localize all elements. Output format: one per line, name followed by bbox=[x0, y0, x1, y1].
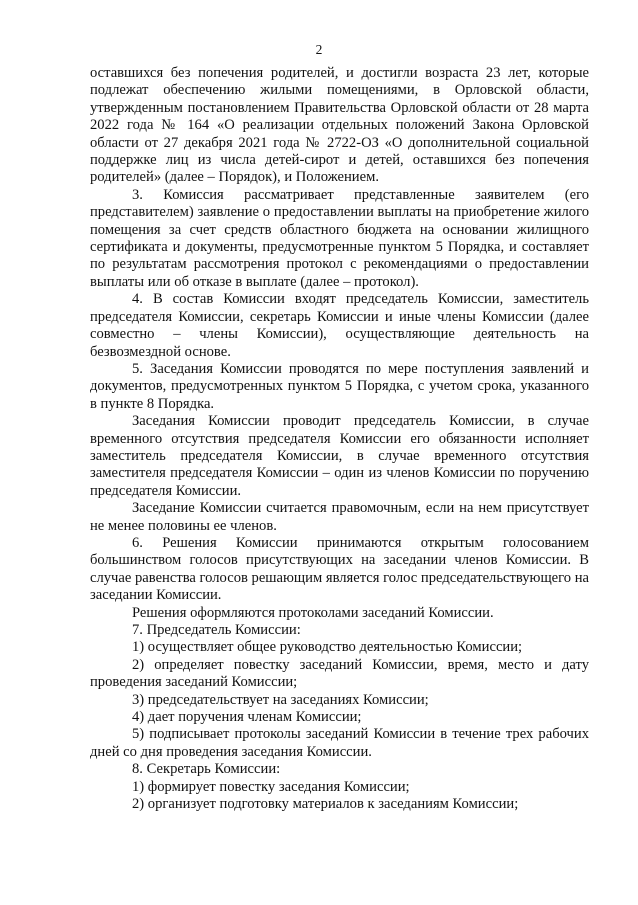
paragraph-item-3: 3. Комиссия рассматривает представленные заявителем (его представителем) заявление о предоставлении выплаты на приобретение жилого помещения за счет средств областного бюджета на основании жилищного сертификата и документы, предусмотренные пунктом 5 Порядка, и составляет по результатам рассмотрения протокол с рекомендациями о предоставлении выплаты или об отказе в выплате (далее – протокол). bbox=[90, 186, 589, 290]
paragraph-meetings-chair: Заседания Комиссии проводит председатель Комиссии, в случае временного отсутствия председателя Комиссии его обязанности исполняет заместитель председателя Комиссии, в случае временного отсутствия заместителя председателя Комиссии – один из членов Комиссии по поручению председателя Комиссии. bbox=[90, 413, 589, 499]
paragraph-item-8-heading: 8. Секретарь Комиссии: bbox=[132, 761, 281, 778]
document-body bbox=[90, 65, 589, 813]
paragraph-item-6: 6. Решения Комиссии принимаются открытым голосованием большинством голосов присутствующих на заседании членов Комиссии. В случае равенства голосов решающим является голос председательствующего на заседании Комиссии. bbox=[90, 534, 590, 604]
paragraph-item-7-heading: 7. Председатель Комиссии: bbox=[132, 622, 301, 638]
list-item: 1) осуществляет общее руководство деятельностью Комиссии; bbox=[132, 639, 523, 656]
paragraph-decisions-protocols: Решения оформляются протоколами заседаний Комиссии. bbox=[132, 604, 494, 621]
list-item: 2) определяет повестку заседаний Комиссии, время, место и дату проведения заседаний Комиссии; bbox=[90, 656, 589, 691]
list-item: 1) формирует повестку заседания Комиссии; bbox=[132, 778, 410, 795]
paragraph-continuation: оставшихся без попечения родителей, и достигли возраста 23 лет, которые подлежат обеспечению жилыми помещениями, в Орловской области, утвержденным постановлением Правительства Орловской области от 28 марта 2022 года № 164 «О реализации отдельных положений Закона Орловской области от 27 декабря 2021 года № 2722-ОЗ «О дополнительной социальной поддержке лиц из числа детей-сирот и детей, оставшихся без попечения родителей» (далее – Порядок), и Положением. bbox=[90, 65, 589, 186]
paragraph-item-4: 4. В состав Комиссии входят председатель Комиссии, заместитель председателя Комиссии, секретарь Комиссии и иные члены Комиссии (далее совместно – члены Комиссии), осуществляющие деятельность на безвозмездной основе. bbox=[90, 291, 589, 360]
paragraph-quorum: Заседание Комиссии считается правомочным, если на нем присутствует не менее половины ее членов. bbox=[90, 500, 589, 534]
list-item: 2) организует подготовку материалов к заседаниям Комиссии; bbox=[132, 796, 519, 813]
page-number: 2 bbox=[315, 42, 323, 57]
list-item: 3) председательствует на заседаниях Комиссии; bbox=[132, 691, 429, 708]
list-item: 4) дает поручения членам Комиссии; bbox=[132, 709, 362, 726]
paragraph-item-5: 5. Заседания Комиссии проводятся по мере поступления заявлений и документов, предусмотренных пунктом 5 Порядка, с учетом срока, указанного в пункте 8 Порядка. bbox=[90, 360, 589, 412]
list-item: 5) подписывает протоколы заседаний Комиссии в течение трех рабочих дней со дня проведения заседания Комиссии. bbox=[90, 726, 589, 760]
